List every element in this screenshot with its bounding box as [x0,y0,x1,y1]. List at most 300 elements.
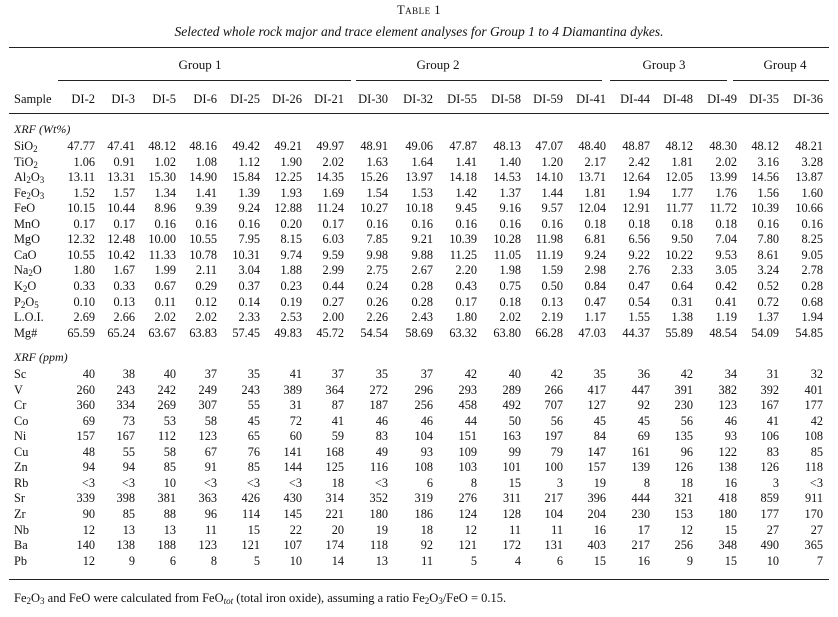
table-cell: 389 [283,382,302,397]
table-cell: 2.42 [628,154,650,169]
table-cell: 48.21 [795,139,823,153]
table-cell: 144 [283,460,302,475]
table-cell: 42 [680,367,693,381]
table-cell: 10.27 [360,201,388,216]
table-cell: 0.23 [280,278,302,293]
table-cell: 13 [163,522,176,537]
table-cell: 87 [331,398,344,413]
table-cell: 1.38 [671,310,693,325]
major-section-label: XRF (Wt%) [14,122,71,136]
table-cell: 230 [631,506,650,521]
table-cell: 11 [421,553,433,568]
table-row [0,139,838,153]
table-cell: 11 [551,522,563,537]
table-cell: 9.05 [801,247,823,262]
table-cell: 0.16 [499,216,521,231]
table-cell: 12.05 [665,170,693,185]
table-cell: 83 [766,444,779,459]
table-cell: 65.24 [107,325,135,340]
table-cell: 94 [122,460,135,475]
table-cell: 1.37 [499,185,521,200]
table-cell: 31 [766,367,779,381]
table-cell: 12 [680,522,693,537]
table-cell: 85 [810,444,823,459]
table-cell: 14 [331,553,344,568]
table-cell: 0.52 [757,278,779,293]
table-cell: 1.80 [73,263,95,278]
table-cell: 8.61 [757,247,779,262]
table-cell: 0.72 [757,294,779,309]
table-cell: 32 [810,367,823,381]
footnote-sub: 2 [26,596,31,606]
table-cell: 135 [674,429,693,444]
row-label-text: P [14,294,21,309]
table-cell: 197 [544,429,563,444]
table-cell: 0.17 [73,216,95,231]
row-label [14,170,44,185]
table-cell: 217 [631,538,650,553]
table-cell: 0.50 [541,278,563,293]
table-label: Table 1 [396,3,441,17]
table-cell: 0.26 [366,294,388,309]
table-cell: 58 [204,413,217,428]
group-2-label: Group 2 [416,57,460,72]
table-cell: 1.59 [541,263,563,278]
table-cell: 9.16 [499,201,521,216]
table-cell: 174 [325,538,344,553]
table-cell: 145 [283,506,302,521]
table-cell: 0.33 [73,278,95,293]
table-cell: 444 [631,491,650,506]
table-cell: 0.27 [322,294,344,309]
table-cell: 0.67 [154,278,176,293]
table-cell: 157 [76,429,95,444]
table-cell: 1.41 [455,154,477,169]
table-cell: 2.69 [73,310,95,325]
row-label-text: O [25,294,35,309]
table-cell: 1.80 [455,310,477,325]
table-cell: 12 [464,522,477,537]
table-cell: 1.63 [366,154,388,169]
table-cell: 2.02 [154,310,176,325]
footnote-sub: 3 [438,596,443,606]
table-cell: 2.75 [366,263,388,278]
table-cell: 334 [116,398,135,413]
table-cell: 48.30 [709,139,737,153]
table-cell: 96 [680,444,693,459]
table-cell: 1.57 [113,185,135,200]
table-cell: 2.17 [584,154,606,169]
row-label [14,248,37,263]
table-cell: 12.64 [622,170,650,185]
table-cell: 49.97 [316,139,344,153]
table-cell: 0.17 [455,294,477,309]
sample-header-cell: DI-32 [403,92,433,106]
table-cell: 66.28 [535,325,563,340]
row-label [14,263,42,278]
row-label-subscript: 2 [33,159,38,170]
row-label-subscript: 3 [39,175,45,186]
row-label-text: O [30,170,40,185]
table-cell: 187 [369,398,388,413]
table-cell: 10.00 [148,232,176,247]
table-cell: 0.13 [113,294,135,309]
table-row [0,398,838,412]
table-cell: 104 [544,506,563,521]
row-label-text: FeO [14,201,36,216]
row-label-text: O [30,185,40,200]
table-cell: 266 [544,382,563,397]
table-cell: 37 [420,367,433,381]
table-cell: 2.66 [113,310,135,325]
table-cell: 217 [544,491,563,506]
table-cell: 3.28 [801,154,823,169]
table-cell: 314 [325,491,344,506]
table-cell: 35 [375,367,388,381]
table-cell: 93 [420,444,433,459]
table-cell: 16 [637,553,650,568]
table-cell: 63.32 [449,325,477,340]
table-cell: 0.29 [195,278,217,293]
row-label-text: Pb [14,553,27,568]
table-cell: 391 [674,382,693,397]
table-cell: 1.93 [280,185,302,200]
table-cell: 73 [122,413,135,428]
table-cell: 14.56 [751,170,779,185]
row-label-subscript: 2 [20,299,26,310]
table-cell: 63.83 [189,325,217,340]
table-cell: 108 [804,429,823,444]
table-caption: Selected whole rock major and trace element analyses for Group 1 to 4 Diamantina dykes. [174,24,664,39]
table-cell: 47.03 [578,325,606,340]
table-cell: 12 [82,553,95,568]
table-cell: 48.12 [751,139,779,153]
table-cell: 9.88 [411,247,433,262]
table-cell: 13.87 [795,170,823,185]
table-cell: 403 [587,538,606,553]
table-cell: 126 [760,460,779,475]
table-cell: 118 [805,460,823,475]
table-cell: 123 [198,429,217,444]
table-cell: 55.89 [665,325,693,340]
table-cell: 109 [458,444,477,459]
table-cell: 3 [772,475,779,490]
table-cell: 83 [375,429,388,444]
table-cell: 10.28 [493,232,521,247]
table-cell: 11 [509,522,521,537]
table-cell: 47.07 [535,139,563,153]
table-cell: 11.98 [535,232,563,247]
table-cell: 1.52 [73,185,95,200]
table-cell: 40 [82,367,95,381]
table-cell: 36 [637,367,650,381]
row-label [14,217,40,232]
table-cell: 18 [331,475,344,490]
footnote-text: O [31,591,41,605]
table-cell: 289 [502,382,521,397]
table-cell: 12.32 [67,232,95,247]
table-cell: 1.94 [801,310,823,325]
row-label-text: Ba [14,538,28,553]
table-cell: 45 [247,413,260,428]
table-cell: 56 [550,413,563,428]
table-row [0,491,838,505]
table-cell: 1.12 [238,154,260,169]
table-cell: 6 [169,553,176,568]
table-cell: 0.16 [757,216,779,231]
table-cell: 106 [760,429,779,444]
row-label [14,414,28,429]
table-cell: 2.19 [541,310,563,325]
table-cell: 15 [724,553,737,568]
table-cell: 47.41 [107,139,135,153]
table-cell: 157 [587,460,606,475]
table-cell: 58 [163,444,176,459]
row-label-text: Nb [14,522,30,537]
table-cell: 6.56 [628,232,650,247]
row-label-subscript: 2 [22,283,28,294]
footnote-text: /FeO = 0.15. [442,591,507,605]
table-cell: 123 [718,398,737,413]
table-row [0,217,838,231]
table-cell: 0.16 [154,216,176,231]
table-cell: 151 [458,429,477,444]
table-cell: 0.54 [628,294,650,309]
table-cell: 161 [631,444,650,459]
row-label [14,476,28,491]
table-cell: 10 [766,553,779,568]
sample-header-cell: DI-25 [230,92,260,106]
table-cell: 8 [643,475,650,490]
table-cell: 7.85 [366,232,388,247]
table-cell: 1.69 [322,185,344,200]
sample-header-cell: DI-3 [111,92,135,106]
table-cell: 260 [76,382,95,397]
table-cell: 1.41 [195,185,217,200]
table-cell: 256 [674,538,693,553]
table-row [0,155,838,169]
table-cell: 0.24 [366,278,388,293]
table-cell: 40 [508,367,521,381]
table-cell: 1.81 [671,154,693,169]
table-cell: <3 [288,475,302,490]
table-cell: 1.08 [195,154,217,169]
table-cell: 321 [674,491,693,506]
row-label [14,429,26,444]
table-cell: 124 [458,506,477,521]
table-cell: 147 [587,444,606,459]
table-cell: 48.91 [360,139,388,153]
table-cell: 0.16 [541,216,563,231]
table-row [0,414,838,428]
table-cell: 15.84 [232,170,260,185]
row-label [14,186,44,201]
table-cell: 27 [766,522,779,537]
table-cell: 3.24 [757,263,779,278]
table-cell: 186 [414,506,433,521]
table-cell: 204 [587,506,606,521]
table-cell: 319 [414,491,433,506]
table-cell: 15 [247,522,260,537]
table-cell: 2.33 [238,310,260,325]
table-cell: 42 [464,367,477,381]
row-label-text: CaO [14,247,37,262]
table-cell: 0.28 [801,278,823,293]
table-cell: 10 [163,475,176,490]
table-cell: 11.72 [709,201,737,216]
table-cell: 1.17 [584,310,606,325]
sample-header-cell: DI-59 [533,92,563,106]
row-label [14,367,26,382]
row-label [14,398,26,413]
table-cell: 65 [247,429,260,444]
table-cell: 116 [370,460,388,475]
table-cell: 2.78 [801,263,823,278]
table-cell: 59 [331,429,344,444]
table-cell: 16 [593,522,606,537]
table-row [0,186,838,200]
table-cell: 0.18 [715,216,737,231]
table-row [0,248,838,262]
row-label [14,139,38,154]
footnote-text: and FeO were calculated from FeO [44,591,224,605]
table-cell: 48.40 [578,139,606,153]
row-label [14,538,28,553]
table-cell: 1.42 [455,185,477,200]
sample-header-cell: DI-55 [447,92,477,106]
table-cell: 243 [116,382,135,397]
table-cell: 19 [375,522,388,537]
table-cell: 46 [724,413,737,428]
table-cell: 92 [420,538,433,553]
table-row [0,445,838,459]
table-cell: 49.83 [274,325,302,340]
table-cell: <3 [203,475,217,490]
table-cell: 60 [289,429,302,444]
sample-header-cell: DI-6 [193,92,217,106]
table-cell: 3.05 [715,263,737,278]
table-row [0,523,838,537]
table-cell: 1.55 [628,310,650,325]
table-cell: 6.81 [584,232,606,247]
group-4-label: Group 4 [763,57,807,72]
table-cell: 296 [414,382,433,397]
table-cell: 1.06 [73,154,95,169]
table-cell: 364 [325,382,344,397]
table-cell: 1.56 [757,185,779,200]
table-cell: 0.28 [411,294,433,309]
table-cell: 12 [82,522,95,537]
table-cell: 2.98 [584,263,606,278]
table-cell: 11.05 [493,247,521,262]
table-cell: 0.13 [541,294,563,309]
table-cell: 84 [593,429,606,444]
table-cell: 11.33 [148,247,176,262]
table-cell: 67 [204,444,217,459]
table-cell: 9.22 [628,247,650,262]
table-cell: 42 [810,413,823,428]
group-1-label: Group 1 [178,57,222,72]
table-cell: 707 [544,398,563,413]
table-cell: 0.91 [113,154,135,169]
table-row [0,201,838,215]
table-cell: 3.16 [757,154,779,169]
row-label [14,383,23,398]
row-label [14,507,26,522]
row-label [14,523,29,538]
table-cell: 2.67 [411,263,433,278]
table-row [0,232,838,246]
table-cell: 10.18 [405,201,433,216]
table-cell: 41 [331,413,344,428]
row-label-text: Zn [14,460,28,475]
table-cell: 16 [724,475,737,490]
table-cell: 1.53 [411,185,433,200]
table-cell: 10.66 [795,201,823,216]
table-cell: 46 [420,413,433,428]
table-cell: 2.53 [280,310,302,325]
sample-header-cell: DI-5 [152,92,176,106]
sample-header-cell: DI-49 [707,92,737,106]
table-cell: 10.39 [751,201,779,216]
table-cell: 276 [458,491,477,506]
table-cell: 0.19 [280,294,302,309]
row-label-text: O [27,278,37,293]
table-cell: 15.30 [148,170,176,185]
table-cell: 107 [283,538,302,553]
table-cell: <3 [81,475,95,490]
table-cell: 2.02 [499,310,521,325]
table-cell: 46 [375,413,388,428]
table-cell: 163 [502,429,521,444]
table-cell: 118 [370,538,388,553]
table-cell: 48.13 [493,139,521,153]
table-cell: 9.50 [671,232,693,247]
table-cell: 293 [458,382,477,397]
table-cell: 54.54 [360,325,388,340]
table-cell: 112 [158,429,176,444]
table-cell: 35 [247,367,260,381]
table-cell: 1.37 [757,310,779,325]
table-cell: 3 [556,475,563,490]
top-rule [9,47,829,48]
table-cell: 2.20 [455,263,477,278]
table-cell: 63.80 [493,325,521,340]
table-cell: 352 [369,491,388,506]
table-cell: 49.42 [232,139,260,153]
table-cell: 9 [686,553,693,568]
table-cell: 5 [470,553,477,568]
table-cell: 0.31 [671,294,693,309]
row-label-text: Mg# [14,325,38,340]
table-cell: 0.47 [628,278,650,293]
table-cell: 103 [458,460,477,475]
table-cell: 417 [587,382,606,397]
footnote-sub: tot [223,596,234,606]
table-cell: 2.43 [411,310,433,325]
table-cell: 9.53 [715,247,737,262]
table-cell: 0.12 [195,294,217,309]
table-cell: 10.55 [189,232,217,247]
table-cell: 363 [198,491,217,506]
table-cell: 49.21 [274,139,302,153]
table-cell: 18 [420,522,433,537]
row-label [14,310,44,325]
table-cell: 1.20 [541,154,563,169]
footnote-text: (total iron oxide), assuming a ratio Fe [233,591,425,605]
table-cell: 180 [718,506,737,521]
row-label-text: Zr [14,506,26,521]
